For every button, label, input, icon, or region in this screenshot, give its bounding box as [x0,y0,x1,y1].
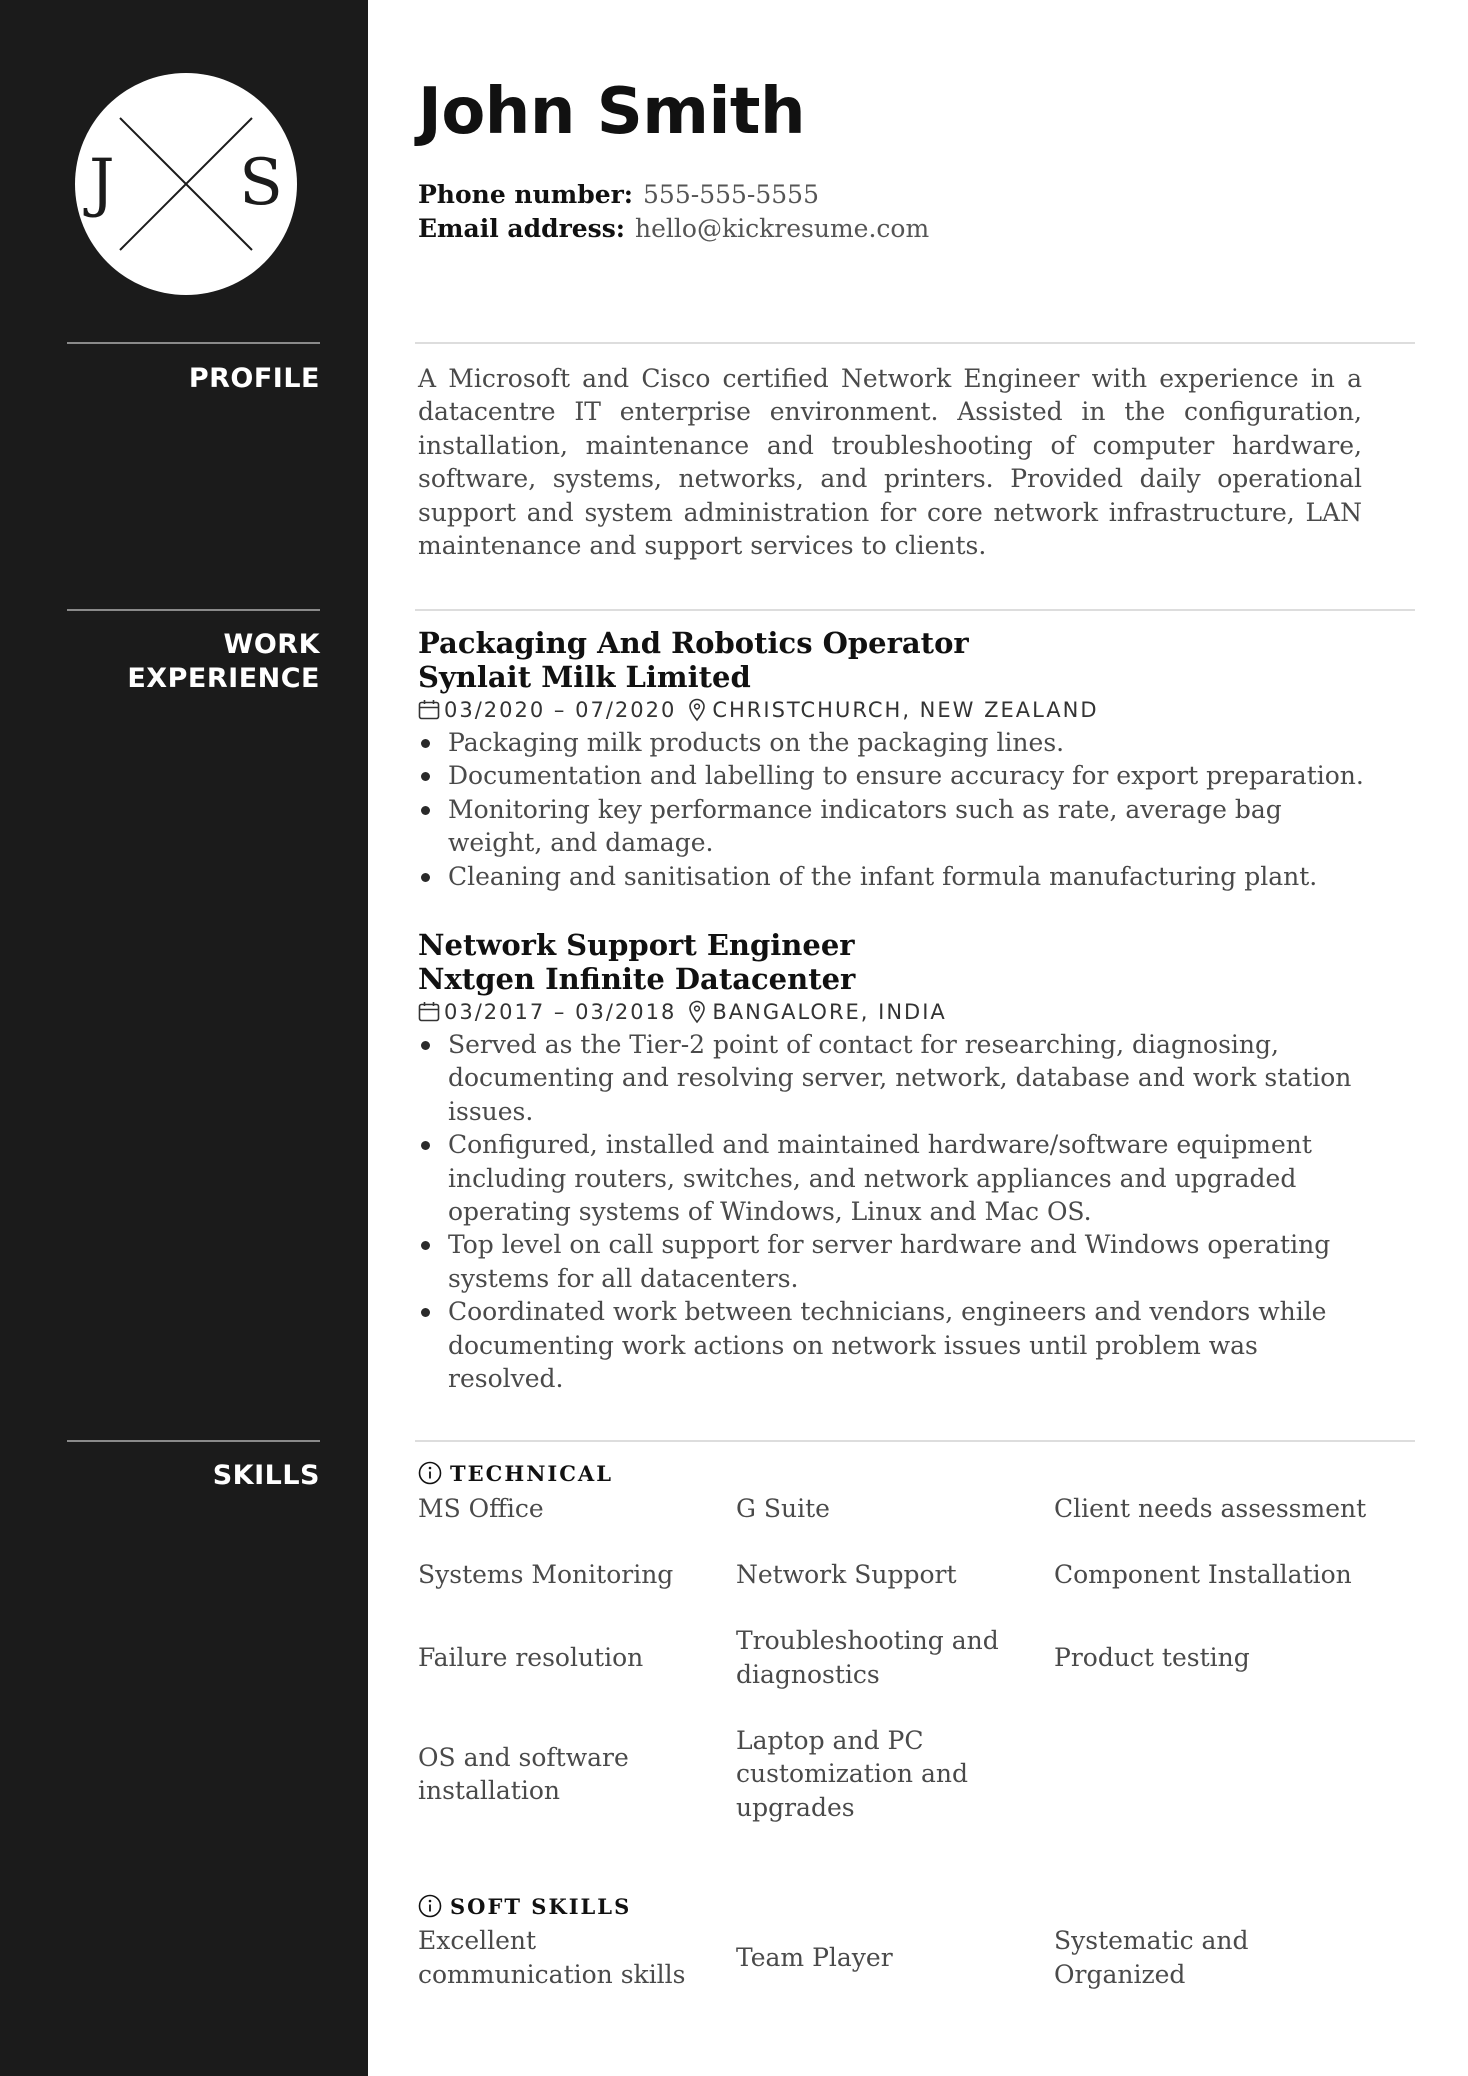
skill-item: G Suite [736,1494,830,1524]
monogram-initial-right: S [239,146,283,220]
contact-phone-label: Phone number: [418,180,634,209]
duty-item: Packaging milk products on the packaging lines. [418,726,1368,759]
section-heading-skills: SKILLS [212,1460,320,1491]
job-location: CHRISTCHURCH, NEW ZEALAND [712,698,1099,722]
job-company: Synlait Milk Limited [418,660,751,694]
profile-summary: A Microsoft and Cisco certified Network Engineer with experience in a datacentre IT enterprise environment. Assisted in the configuration, installation, maintenance and troubleshooting of computer hardware, software, systems, networks, and printers. Provided daily operational support and system administration for core network infrastructure, LAN maintenance and support services to clients. [418,364,1362,561]
job-duties [418,726,1368,893]
sidebar [0,0,368,2076]
job-dates: 03/2020 – 07/2020 [444,698,677,722]
sidebar-divider [67,1440,320,1442]
skills-row [418,1624,1372,1691]
skill-item: Client needs assessment [1054,1494,1367,1524]
duty-item: Top level on call support for server hardware and Windows operating systems for all datacenters. [418,1228,1368,1295]
skill-item: Troubleshooting and diagnostics [736,1626,999,1689]
skills-subheading-technical [418,1459,613,1487]
skills-subheading-soft-label: SOFT SKILLS [450,1893,632,1919]
job-entry [418,928,1368,1395]
job-duties [418,1028,1368,1395]
job-meta [418,996,1368,1028]
section-heading-work-line2: EXPERIENCE [127,663,320,694]
skills-subheading-technical-label: TECHNICAL [450,1460,613,1486]
contact-email [418,212,929,246]
job-title: Packaging And Robotics Operator [418,626,969,660]
skills-row [418,1724,1372,1824]
job-dates: 03/2017 – 03/2018 [444,1000,677,1024]
skill-item: Laptop and PC customization and upgrades [736,1725,968,1822]
section-heading-profile: PROFILE [188,363,320,394]
info-icon [418,1894,442,1918]
skills-subheading-soft [418,1892,631,1920]
skills-row [418,1492,1372,1526]
monogram-logo [75,73,297,295]
duty-item: Configured, installed and maintained hardware/software equipment including routers, switches, and network appliances and upgraded operating systems of Windows, Linux and Mac OS. [418,1128,1368,1228]
skill-item: Product testing [1054,1642,1250,1672]
skill-item: Component Installation [1054,1560,1352,1590]
sidebar-divider [67,342,320,344]
section-heading-work [20,628,320,696]
job-entry [418,626,1368,893]
duty-item: Documentation and labelling to ensure accuracy for export preparation. [418,759,1368,792]
skill-item: Failure resolution [418,1642,644,1672]
contact-email-label: Email address: [418,214,626,243]
info-icon [418,1461,442,1485]
skill-item: Systems Monitoring [418,1560,674,1590]
skills-row [418,1558,1372,1592]
skill-item: Network Support [736,1560,957,1590]
candidate-name: John Smith [418,75,806,149]
skill-item: Excellent communication skills [418,1926,686,1989]
duty-item: Served as the Tier-2 point of contact for researching, diagnosing, documenting and resolving server, network, database and work station issues. [418,1028,1368,1128]
sidebar-divider [67,609,320,611]
section-divider [415,609,1415,611]
contact-phone [418,178,819,212]
job-meta [418,694,1368,726]
contact-phone-value: 555-555-5555 [643,180,819,209]
job-title: Network Support Engineer [418,928,855,962]
skills-row [418,1924,1372,1991]
section-divider [415,342,1415,344]
skill-item: Team Player [736,1942,893,1972]
skill-item: MS Office [418,1494,544,1524]
calendar-icon [418,1001,440,1023]
map-pin-icon [688,698,706,722]
monogram-initial-left: J [89,146,115,220]
calendar-icon [418,699,440,721]
duty-item: Cleaning and sanitisation of the infant formula manufacturing plant. [418,860,1368,893]
skill-item: OS and software installation [418,1742,629,1805]
map-pin-icon [688,1000,706,1024]
section-divider [415,1440,1415,1442]
skill-item: Systematic and Organized [1054,1926,1249,1989]
job-location: BANGALORE, INDIA [712,1000,947,1024]
job-company: Nxtgen Infinite Datacenter [418,962,856,996]
duty-item: Coordinated work between technicians, engineers and vendors while documenting work actions on network issues until problem was resolved. [418,1295,1368,1395]
duty-item: Monitoring key performance indicators such as rate, average bag weight, and damage. [418,793,1368,860]
section-heading-work-line1: WORK [223,629,320,660]
contact-email-value: hello@kickresume.com [635,214,930,243]
